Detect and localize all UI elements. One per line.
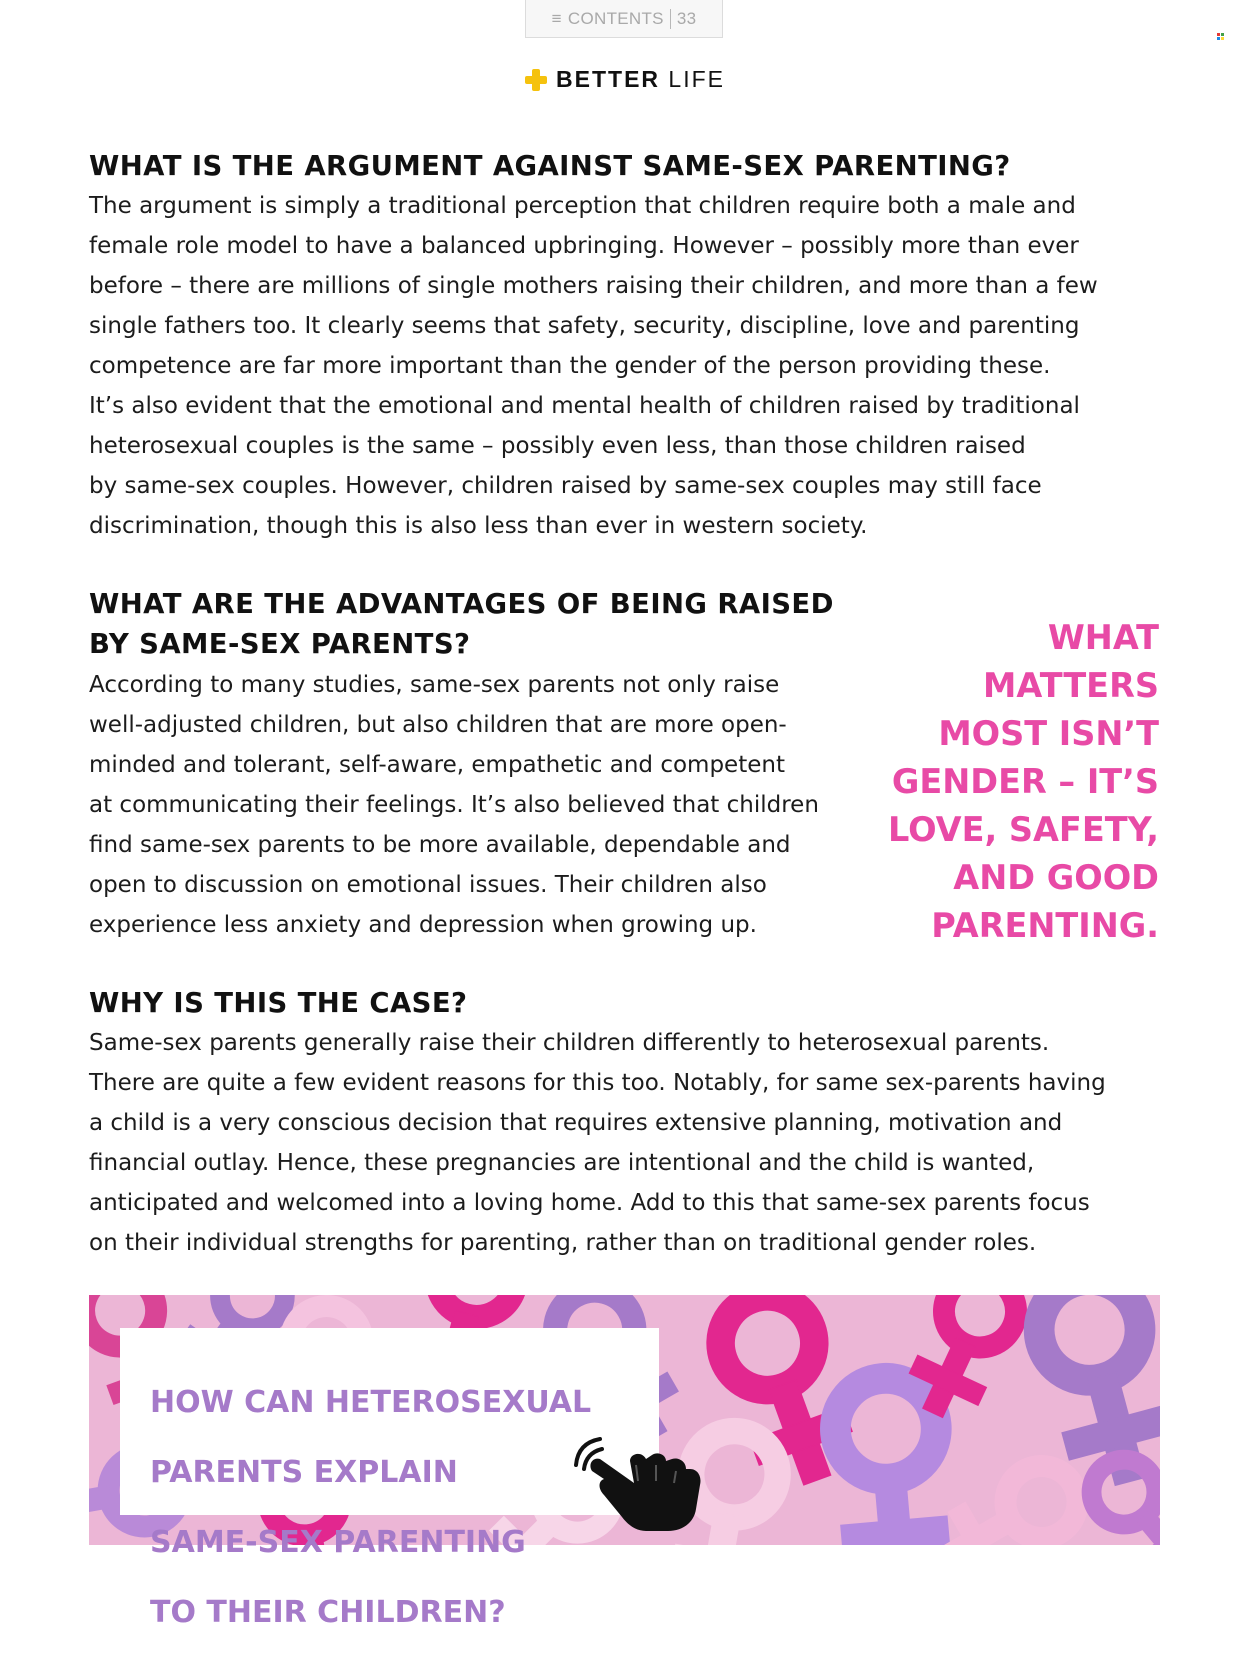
plus-cross-icon (525, 69, 547, 91)
brand-header (0, 66, 1250, 93)
body-line: There are quite a few evident reasons for this too. Notably, for same sex-parents having (89, 1070, 1106, 1096)
menu-lines-icon: ≡ (551, 8, 562, 28)
pull-quote-line: AND GOOD (953, 858, 1159, 897)
body-line: financial outlay. Hence, these pregnancies are intentional and the child is wanted, (89, 1150, 1035, 1176)
cta-line: TO THEIR CHILDREN? (150, 1595, 506, 1630)
brand-name: BETTER LIFE (556, 66, 725, 92)
body-line: find same-sex parents to be more available, dependable and (89, 832, 791, 858)
pull-quote-line: MATTERS (983, 666, 1159, 705)
cta-line: HOW CAN HETEROSEXUAL (150, 1385, 592, 1420)
page-number: 33 (676, 8, 697, 28)
section-heading-why: WHY IS THIS THE CASE? (89, 987, 468, 1019)
body-line: on their individual strengths for parenting, rather than on traditional gender roles. (89, 1230, 1037, 1256)
body-line: heterosexual couples is the same – possibly even less, than those children raised (89, 433, 1026, 459)
cta-line: PARENTS EXPLAIN (150, 1455, 458, 1490)
heading-line: WHAT ARE THE ADVANTAGES OF BEING RAISED (89, 588, 834, 620)
body-line: female role model to have a balanced upbringing. However – possibly more than ever (89, 233, 1079, 259)
pull-quote (739, 614, 1159, 950)
body-line: Same-sex parents generally raise their children differently to heterosexual parents. (89, 1030, 1050, 1056)
section-body-why (89, 1023, 1106, 1263)
body-line: by same-sex couples. However, children raised by same-sex couples may still face (89, 473, 1042, 499)
body-line: minded and tolerant, self-aware, empathetic and competent (89, 752, 785, 778)
body-line: anticipated and welcomed into a loving home. Add to this that same-sex parents focus (89, 1190, 1090, 1216)
body-line: single fathers too. It clearly seems that safety, security, discipline, love and parenting (89, 313, 1080, 339)
section-body-advantages (89, 665, 819, 945)
section-heading-advantages (89, 584, 834, 664)
heading-line: BY SAME-SEX PARENTS? (89, 628, 471, 660)
contents-label: CONTENTS (567, 8, 664, 28)
pull-quote-line: GENDER – IT’S (891, 762, 1159, 801)
contents-nav-button[interactable] (525, 0, 723, 38)
section-body-argument (89, 186, 1098, 546)
divider (670, 9, 671, 29)
body-line: open to discussion on emotional issues. Their children also (89, 872, 767, 898)
body-line: experience less anxiety and depression when growing up. (89, 912, 757, 938)
body-line: According to many studies, same-sex parents not only raise (89, 672, 780, 698)
body-line: It’s also evident that the emotional and mental health of children raised by traditional (89, 393, 1080, 419)
pull-quote-line: WHAT (1047, 618, 1159, 657)
body-line: well-adjusted children, but also children that are more open- (89, 712, 787, 738)
body-line: a child is a very conscious decision that requires extensive planning, motivation and (89, 1110, 1063, 1136)
pull-quote-line: LOVE, SAFETY, (887, 810, 1159, 849)
cta-line: SAME-SEX PARENTING (150, 1525, 526, 1560)
corner-mark-icon (1217, 33, 1224, 40)
body-line: before – there are millions of single mothers raising their children, and more than a few (89, 273, 1098, 299)
body-line: competence are far more important than the gender of the person providing these. (89, 353, 1051, 379)
pull-quote-line: PARENTING. (931, 906, 1159, 945)
body-line: at communicating their feelings. It’s also believed that children (89, 792, 819, 818)
body-line: discrimination, though this is also less than ever in western society. (89, 513, 868, 539)
pull-quote-line: MOST ISN’T (938, 714, 1159, 753)
body-line: The argument is simply a traditional perception that children require both a male and (89, 193, 1076, 219)
pointing-hand-icon[interactable] (572, 1425, 712, 1535)
section-heading-argument: WHAT IS THE ARGUMENT AGAINST SAME-SEX PARENTING? (89, 150, 1011, 182)
